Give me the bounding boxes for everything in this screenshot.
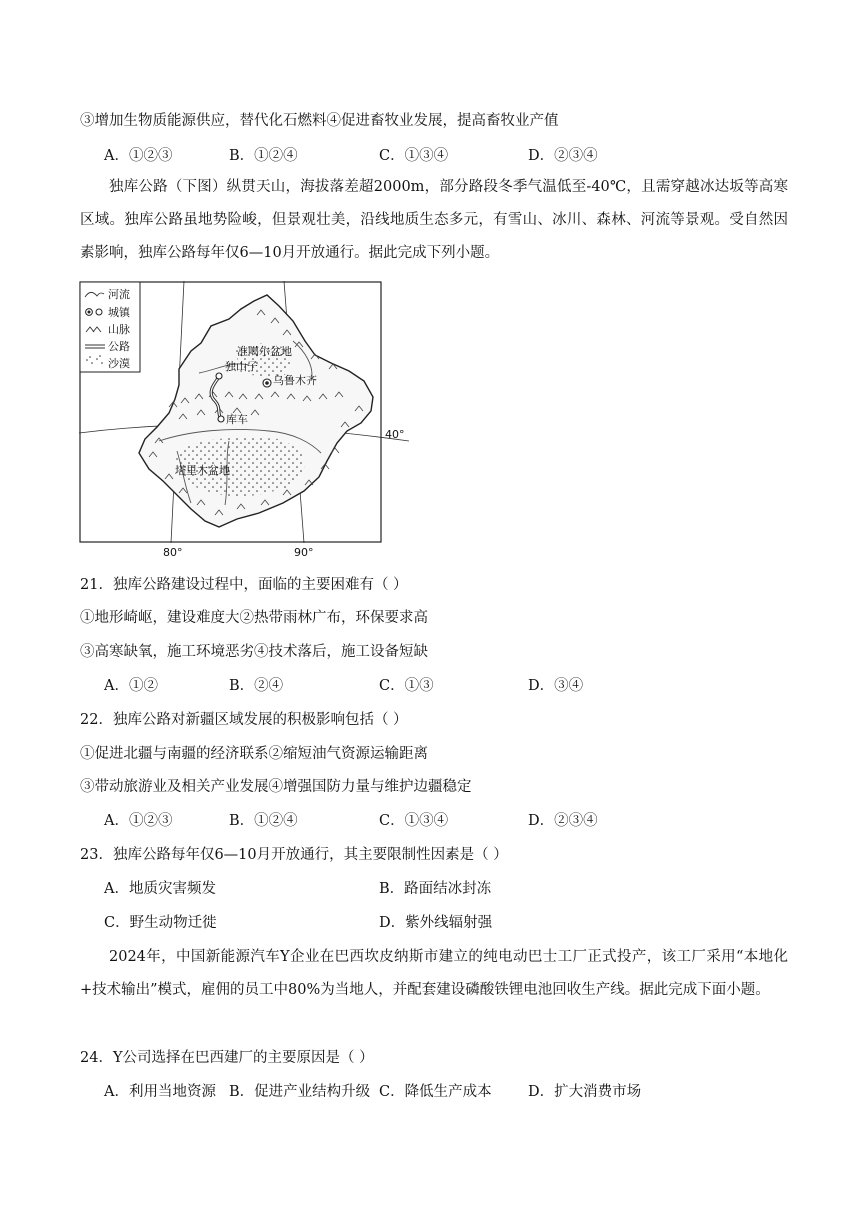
legend-label: 公路 (108, 340, 130, 353)
option-a[interactable]: A．地质灾害频发 (104, 881, 216, 897)
legend-label: 城镇 (108, 306, 130, 319)
label-junggar: 准噶尔盆地 (237, 345, 292, 358)
q21-stem: 21．独库公路建设过程中，面临的主要困难有（ ） (80, 577, 408, 593)
option-a[interactable]: A．①②③ (104, 148, 173, 164)
label-lon80: 80° (163, 546, 183, 559)
map-legend (80, 282, 140, 372)
q22-statement: ③带动旅游业及相关产业发展④增强国防力量与维护边疆稳定 (80, 779, 472, 795)
legend-label: 山脉 (108, 323, 130, 336)
legend-label: 河流 (108, 288, 130, 301)
option-d[interactable]: D．扩大消费市场 (528, 1084, 642, 1100)
option-b[interactable]: B．②④ (229, 678, 284, 694)
label-lon90: 90° (294, 546, 314, 559)
passage-byd-brazil: 2024年，中国新能源汽车Y企业在巴西坎皮纳斯市建立的纯电动巴士工厂正式投产，该工厂采用“本地化+技术输出”模式，雇佣的员工中80%为当地人，并配套建设磷酸铁锂电池回收生产线。据此完成下面小题。 (80, 949, 788, 998)
option-a[interactable]: A．①②③ (104, 813, 173, 829)
option-d[interactable]: D．③④ (528, 678, 584, 694)
q22-stem: 22．独库公路对新疆区域发展的积极影响包括（ ） (80, 712, 408, 728)
q24-stem: 24．Y公司选择在巴西建厂的主要原因是（ ） (80, 1050, 374, 1066)
label-urumqi: 乌鲁木齐 (273, 374, 317, 387)
label-kuqa: 库车 (226, 413, 248, 426)
legend-label: 沙漠 (108, 357, 130, 370)
option-a[interactable]: A．①② (104, 678, 158, 694)
option-d[interactable]: D．紫外线辐射强 (379, 915, 493, 931)
xinjiang-map (79, 281, 409, 563)
dushanzi-town-icon (216, 373, 222, 379)
option-c[interactable]: C．野生动物迁徙 (104, 915, 217, 931)
option-a[interactable]: A．利用当地资源 (104, 1084, 216, 1100)
label-lat40: 40° (385, 428, 405, 441)
kuqa-town-icon (218, 416, 224, 422)
label-dushanzi: 独山子 (225, 360, 258, 373)
option-b[interactable]: B．促进产业结构升级 (229, 1084, 371, 1100)
q23-stem: 23．独库公路每年仅6—10月开放通行，其主要限制性因素是（ ） (80, 847, 508, 863)
option-d[interactable]: D．②③④ (528, 813, 598, 829)
option-b[interactable]: B．①②④ (229, 813, 298, 829)
option-d[interactable]: D．②③④ (528, 148, 598, 164)
option-c[interactable]: C．①③ (379, 678, 434, 694)
passage-duku-highway: 独库公路（下图）纵贯天山，海拔落差超2000m，部分路段冬季气温低至-40℃，且需穿越冰达坂等高寒区域。独库公路虽地势险峻，但景观壮美，沿线地质生态多元，有雪山、冰川、森林、河流等景观。受自然因素影响，独库公路每年仅6—10月开放通行。据此完成下列小题。 (80, 179, 788, 261)
option-c[interactable]: C．①③④ (379, 813, 449, 829)
q22-statement: ①促进北疆与南疆的经济联系②缩短油气资源运输距离 (80, 746, 428, 762)
q21-statement: ①地形崎岖，建设难度大②热带雨林广布，环保要求高 (80, 610, 428, 626)
option-b[interactable]: B．①②④ (229, 148, 298, 164)
label-tarim: 塔里木盆地 (175, 464, 230, 477)
option-c[interactable]: C．降低生产成本 (379, 1084, 492, 1100)
option-b[interactable]: B．路面结冰封冻 (379, 881, 492, 897)
prev-question-statement: ③增加生物质能源供应，替代化石燃料④促进畜牧业发展，提高畜牧业产值 (80, 113, 559, 129)
q21-statement: ③高寒缺氧，施工环境恶劣④技术落后，施工设备短缺 (80, 644, 428, 660)
option-c[interactable]: C．①③④ (379, 148, 449, 164)
